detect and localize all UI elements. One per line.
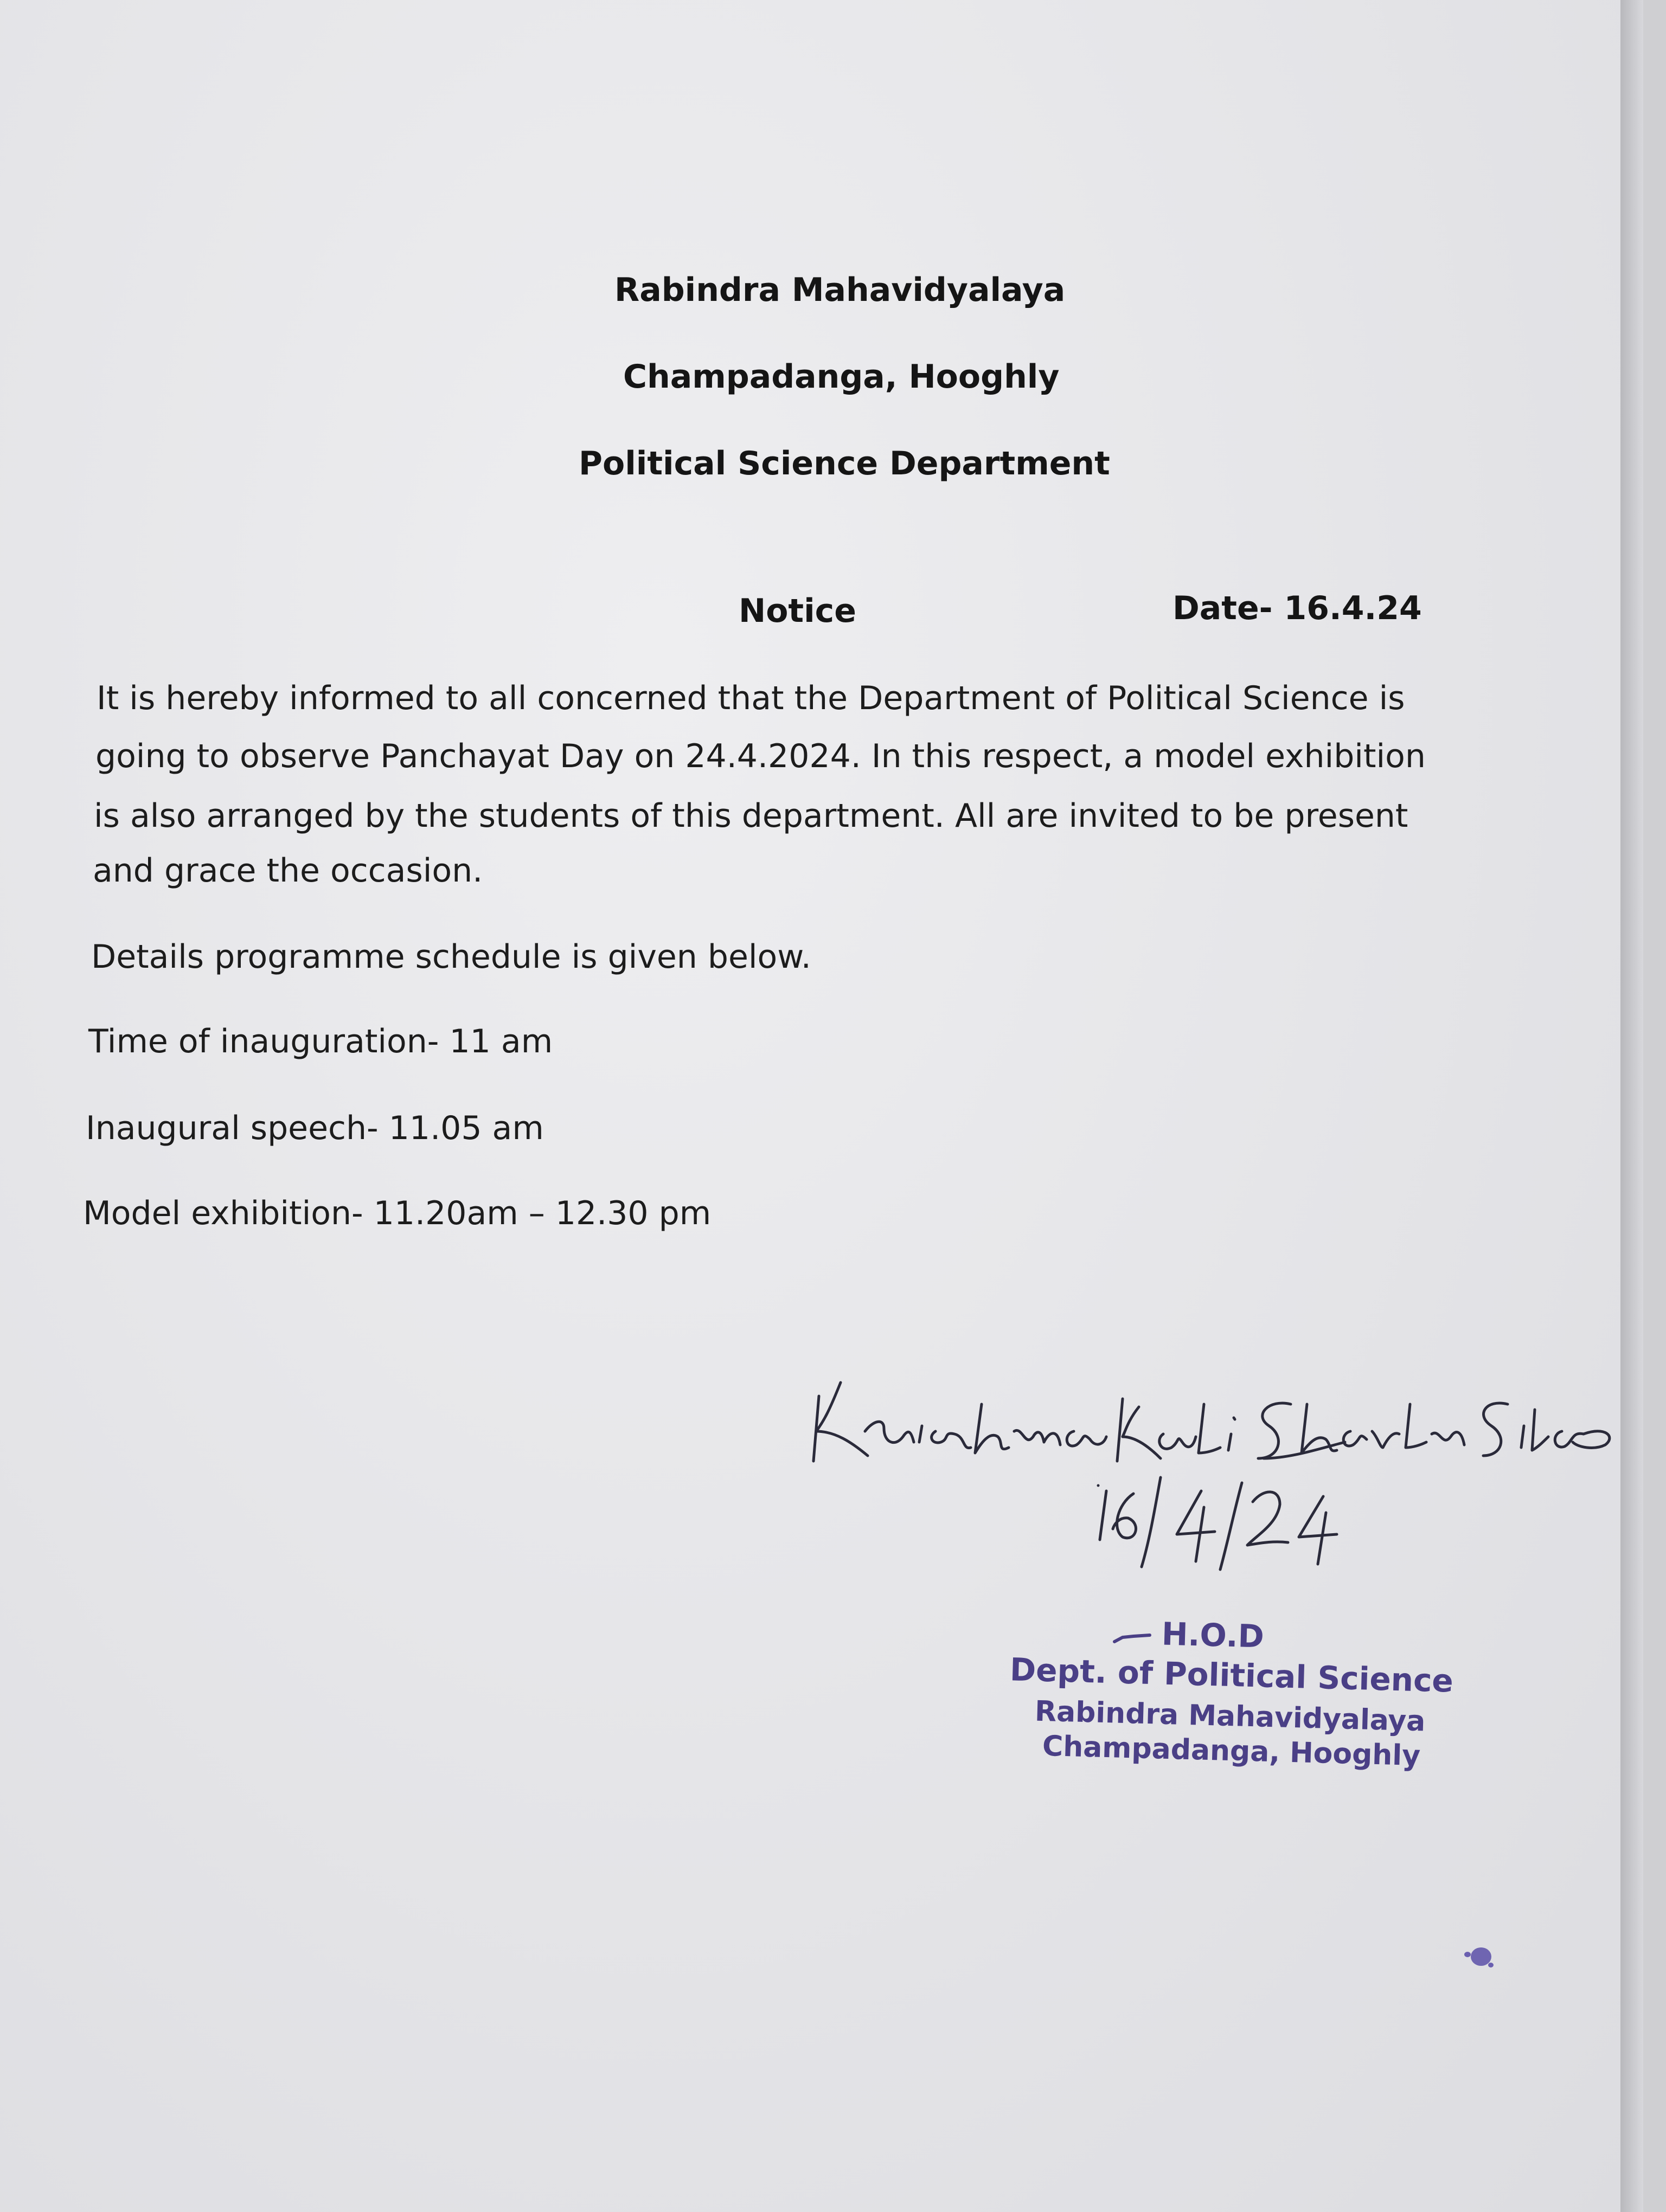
schedule-intro: Details programme schedule is given below. [91, 938, 811, 976]
college-name: Rabindra Mahavidyalaya [614, 271, 1066, 309]
schedule-item-2: Inaugural speech- 11.05 am [86, 1109, 544, 1147]
schedule-item-3: Model exhibition- 11.20am – 12.30 pm [83, 1194, 712, 1232]
stamp-department: Dept. of Political Science [1009, 1651, 1454, 1700]
stamp-college: Rabindra Mahavidyalaya [1034, 1695, 1426, 1738]
stamp-hod: H.O.D [1161, 1615, 1265, 1655]
ink-speck [1488, 1963, 1494, 1967]
paper-edge-shadow [1620, 0, 1643, 2212]
ink-speck [1464, 1952, 1471, 1957]
stamp-location: Champadanga, Hooghly [1042, 1729, 1421, 1773]
body-line-2: going to observe Panchayat Day on 24.4.2024. In this respect, a model exhibition [95, 737, 1426, 775]
notice-title: Notice [739, 592, 856, 630]
body-line-1: It is hereby informed to all concerned that the Department of Political Science is [97, 679, 1405, 717]
body-line-3: is also arranged by the students of this department. All are invited to be present [94, 797, 1408, 835]
schedule-item-1: Time of inauguration- 11 am [88, 1023, 553, 1060]
body-line-4: and grace the occasion. [93, 852, 483, 890]
college-location: Champadanga, Hooghly [623, 358, 1060, 396]
department-name: Political Science Department [579, 445, 1110, 483]
notice-date: Date- 16.4.24 [1172, 589, 1422, 627]
handwritten-signature [803, 1366, 1643, 1572]
